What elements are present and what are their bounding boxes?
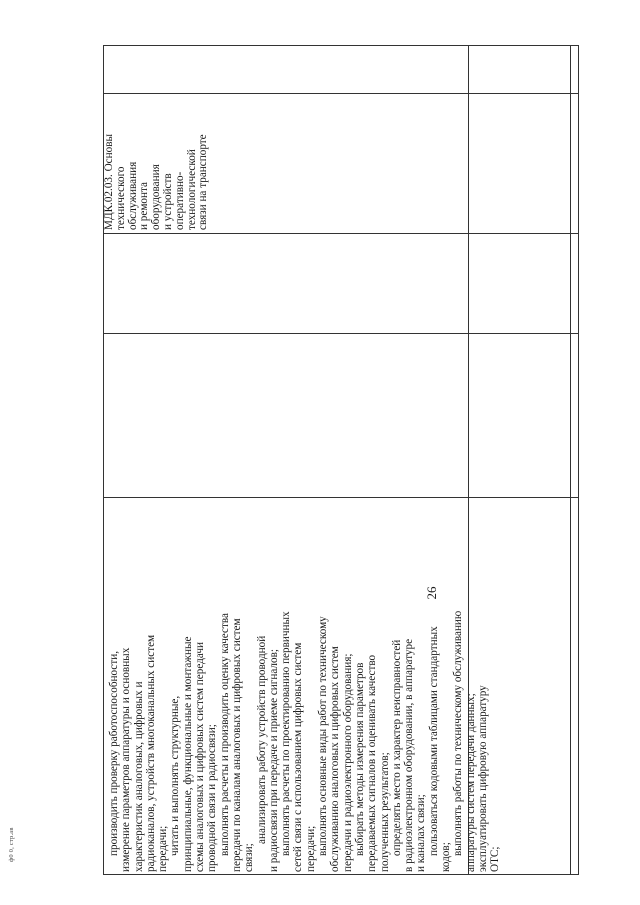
competency-table <box>103 45 579 875</box>
skill-line: выполнять расчеты по проектированию первичных <box>280 611 293 856</box>
column-divider-1 <box>104 497 578 498</box>
module-title-line: обслуживания <box>126 161 139 230</box>
skill-line: выполнять основные виды работ по техническому <box>317 616 330 856</box>
skill-line: схемы аналоговых и цифровых систем передачи <box>194 642 207 872</box>
skill-line: передачи; <box>157 825 170 872</box>
skill-line: определять место и характер неисправностей <box>390 639 403 856</box>
skill-line: радиоканалов, устройств многоканальных систем <box>144 634 157 872</box>
module-title-line: связи на транспорте <box>197 134 210 230</box>
module-title-line: технического <box>114 166 127 230</box>
footer-mark: ф0 0, стр.ав <box>8 827 15 862</box>
skill-line: пользоваться кодовыми таблицами стандартных <box>427 626 440 856</box>
skill-line: анализировать работу устройств проводной <box>255 635 268 844</box>
column-divider-3 <box>104 233 578 234</box>
skill-line: полученных результатов; <box>378 752 391 872</box>
skills-text-block <box>108 502 570 872</box>
skill-line: связи; <box>243 843 256 872</box>
skill-line: обслуживанию аналоговых и цифровых систем <box>329 646 342 872</box>
skill-line: передачи и радиоэлектронного оборудования; <box>341 653 354 872</box>
module-title-line: оборудования <box>150 164 163 230</box>
skill-line: проводной связи и радиосвязи; <box>206 724 219 872</box>
skill-line: выбирать методы измерения параметров <box>353 662 366 856</box>
skill-line: выполнять работы по техническому обслуживанию <box>452 610 465 856</box>
module-title-cell <box>104 96 574 230</box>
skill-line: сетей связи с использованием цифровых систем <box>292 642 305 872</box>
module-title-line: МДК.02.03. Основы <box>103 133 115 230</box>
skill-line: и каналах связи; <box>415 794 428 872</box>
skill-line: производить проверку работоспособности, <box>108 650 120 856</box>
skill-line: передачи; <box>304 825 317 872</box>
skill-line: аппаратуры систем передачи данных; <box>464 693 477 872</box>
skill-line: и радиосвязи при передаче и приеме сигналов; <box>267 649 280 872</box>
skill-line: передачи по каналам аналоговых и цифровых систем <box>230 618 243 872</box>
skill-line: выполнять расчеты и производить оценку качества <box>218 613 231 856</box>
skill-line: передаваемых сигналов и оценивать качество <box>366 654 379 872</box>
skill-line: характеристик аналоговых, цифровых и <box>132 681 145 872</box>
module-title-line: и ремонта <box>138 182 151 230</box>
module-title-line: оперативно- <box>173 171 186 230</box>
skill-line: принципиальные, функциональные и монтажные <box>181 636 194 872</box>
column-divider-4 <box>104 93 578 94</box>
skill-line: в радиоэлектронном оборудовании, в аппаратуре <box>403 638 416 872</box>
skill-line: кодов; <box>440 842 453 872</box>
column-divider-2 <box>104 333 578 334</box>
module-title-line: и устройств <box>161 173 174 230</box>
skill-line: измерение параметров аппаратуры и основных <box>120 647 133 872</box>
page-number: 26 <box>424 586 439 600</box>
skill-line: читать и выполнять структурные, <box>169 695 182 856</box>
skill-line: ОТС; <box>489 846 502 872</box>
skill-line: эксплуатировать цифровую аппаратуру <box>476 685 489 872</box>
module-title-line: технологической <box>185 149 198 230</box>
